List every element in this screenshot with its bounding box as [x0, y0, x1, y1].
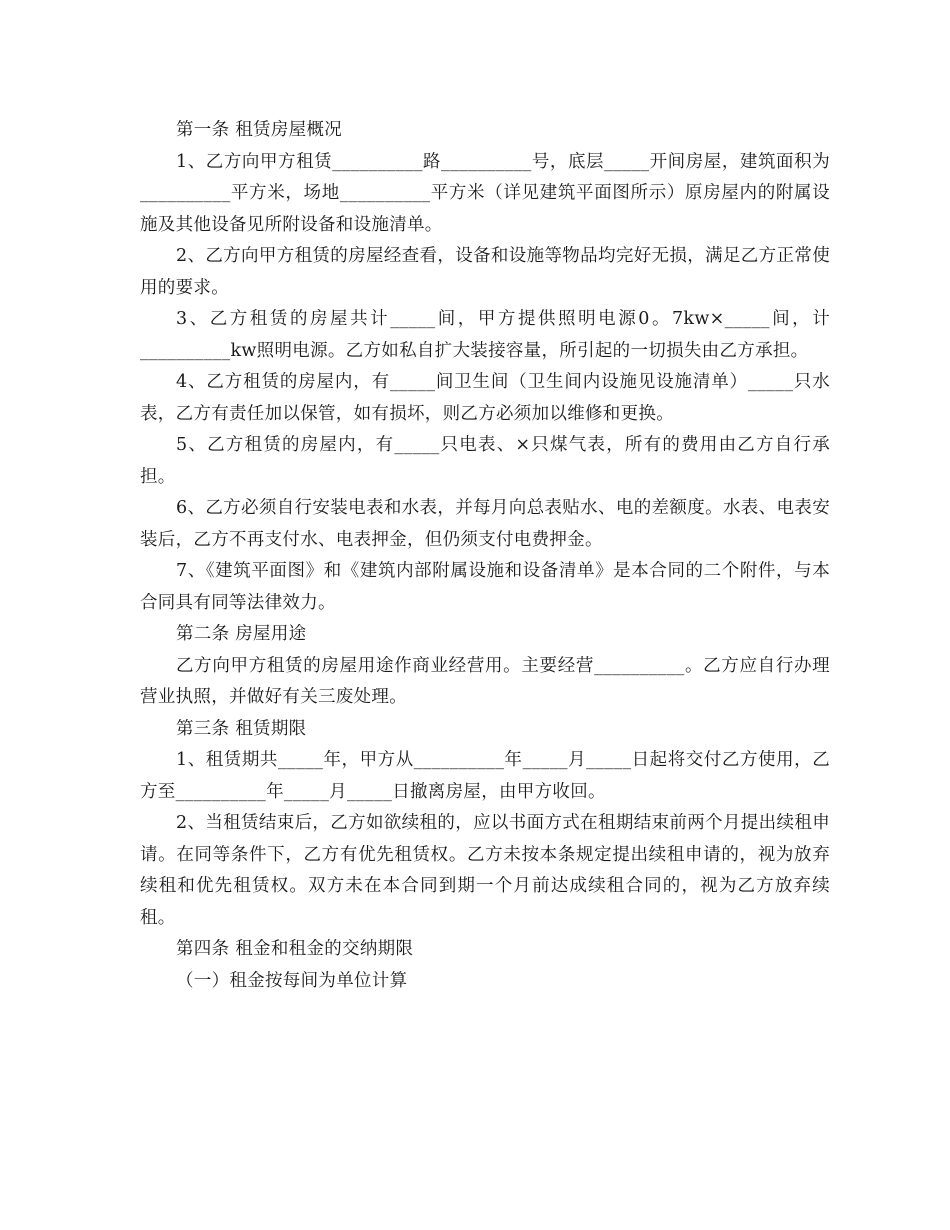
clause-1-1: 1、乙方向甲方租赁__________路__________号，底层_____开间房屋，建筑面积为__________平方米，场地__________平方米（详见建筑平面图所示）原房屋内的附属设施及其他设备见所附设备和设施清单。: [140, 151, 830, 235]
clause-2-1: 乙方向甲方租赁的房屋用途作商业经营用。主要经营__________。乙方应自行办理营业执照，并做好有关三废处理。: [140, 655, 830, 707]
clause-1-6: 6、乙方必须自行安装电表和水表，并每月向总表贴水、电的差额度。水表、电表安装后，乙方不再支付水、电表押金，但仍须支付电费押金。: [140, 498, 830, 550]
section-heading-1: 第一条 租赁房屋概况: [176, 120, 343, 140]
clause-3-2: 2、当租赁结束后，乙方如欲续租的，应以书面方式在租期结束前两个月提出续租申请。在同等条件下，乙方有优先租赁权。乙方未按本条规定提出续租申请的，视为放弃续租和优先租赁权。双方未在本合同到期一个月前达成续租合同的，视为乙方放弃续租。: [140, 813, 830, 928]
clause-3-1: 1、租赁期共_____年，甲方从__________年_____月_____日起将交付乙方使用，乙方至__________年_____月_____日撤离房屋，由甲方收回。: [140, 750, 830, 802]
clause-1-7: 7、《建筑平面图》和《建筑内部附属设施和设备清单》是本合同的二个附件，与本合同具有同等法律效力。: [140, 561, 830, 613]
clause-1-2: 2、乙方向甲方租赁的房屋经查看，设备和设施等物品均完好无损，满足乙方正常使用的要求。: [140, 246, 830, 298]
section-heading-2: 第二条 房屋用途: [176, 624, 307, 644]
section-heading-3: 第三条 租赁期限: [176, 718, 307, 739]
clause-1-3: 3、乙方租赁的房屋共计_____间，甲方提供照明电源0。7kw×_____间，计__________kw照明电源。乙方如私自扩大装接容量，所引起的一切损失由乙方承担。: [140, 309, 830, 361]
clause-1-4: 4、乙方租赁的房屋内，有_____间卫生间（卫生间内设施见设施清单）_____只水表，乙方有责任加以保管，如有损坏，则乙方必须加以维修和更换。: [140, 372, 830, 424]
section-heading-4: 第四条 租金和租金的交纳期限: [176, 939, 414, 959]
clause-1-5: 5、乙方租赁的房屋内，有_____只电表、×只煤气表，所有的费用由乙方自行承担。: [140, 435, 830, 487]
document-body: [140, 115, 830, 997]
subsection-heading-4-1: （一）租金按每间为单位计算: [176, 970, 408, 991]
